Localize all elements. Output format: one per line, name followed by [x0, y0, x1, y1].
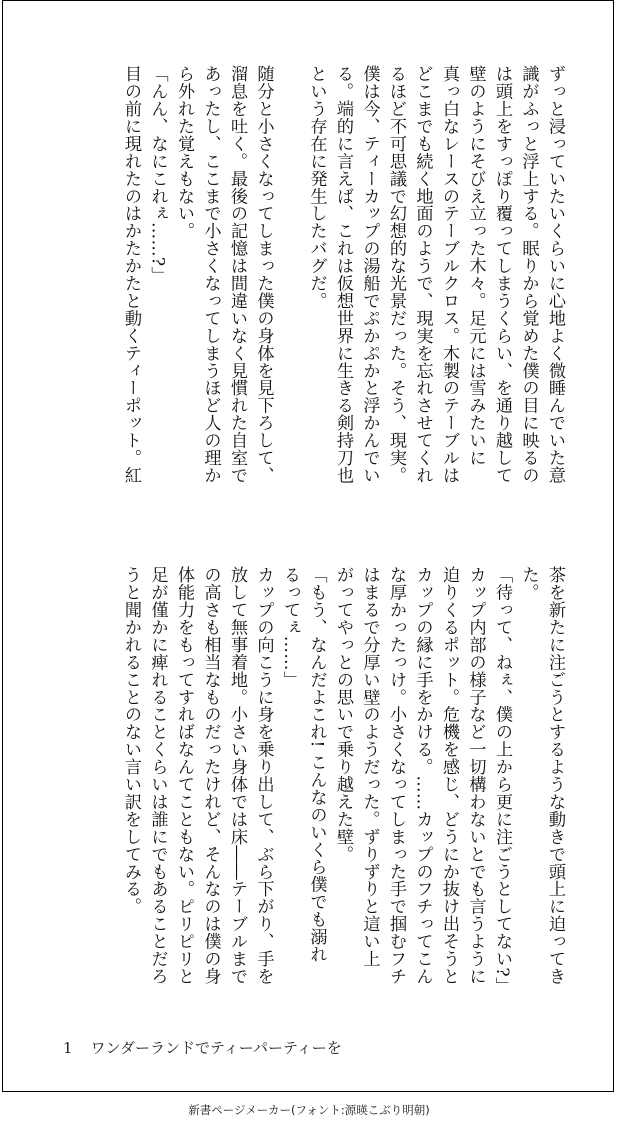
- text-line: 「待って、ねぇ、僕の上から更に注ごうとしてない?」: [492, 566, 512, 995]
- text-line: 「んん、なにこれぇ……?」: [147, 65, 168, 284]
- text-line: カップ内部の様子など一切構わないとでも言うように: [465, 566, 486, 985]
- text-line: は頭上をすっぽり覆ってしまうくらい、を通り越して: [492, 65, 512, 484]
- text-line: た。: [518, 566, 539, 601]
- text-line: るほど不可思議で幻想的な光景だった。そう、現実。: [386, 65, 406, 484]
- text-line: 足が僅かに痺れることくらいは誰にでもあることだろ: [147, 566, 168, 985]
- text-line: 「もう、なんだよこれ! こんなのいくら僕でも溺れ: [306, 566, 327, 963]
- text-line: ずっと浸っていたいくらいに心地よく微睡んでいた意: [545, 65, 565, 484]
- text-line: 識がふっと浮上する。眠りから覚めた僕の目に映るの: [518, 65, 539, 484]
- text-line: という存在に発生したバグだ。: [306, 65, 327, 310]
- text-line: 随分と小さくなってしまった僕の身体を見下ろして、: [253, 65, 274, 484]
- text-line: 体能力をもってすればなんてこともない。ピリピリと: [174, 566, 194, 985]
- text-line: カップの縁に手をかける。……カップのフチってこん: [412, 566, 433, 985]
- text-line: 真っ白なレースのテーブルクロス。木製のテーブルは: [439, 65, 459, 484]
- text-line: あったし、ここまで小さくなってしまうほど人の理か: [200, 65, 221, 484]
- text-line: な厚かったっけ。小さくなってしまった手で掴むフチ: [386, 566, 406, 985]
- text-line: がってやっとの思いで乗り越えた壁。: [333, 566, 353, 863]
- text-line: うと聞かれることのない言い訳をしてみる。: [121, 566, 141, 915]
- page-number: 1: [63, 1039, 73, 1057]
- text-line: [277, 65, 304, 517]
- text-line: 迫りくるポット。危機を感じ、どうにか抜け出そうと: [439, 566, 459, 985]
- maker-caption: 新書ページメーカー(フォント:源暎こぶり明朝): [188, 1103, 430, 1117]
- text-line: 目の前に現れたのはかたかたと動くティーポット。紅: [121, 65, 141, 484]
- text-line: 放して無事着地。小さい身体では床――テーブルまで: [227, 566, 247, 985]
- text-line: どこまでも続く地面のようで、現実を忘れさせてくれ: [412, 65, 433, 484]
- text-line: 溜息を吐く。最後の記憶は間違いなく見慣れた自室で: [227, 65, 247, 484]
- page-frame: [2, 0, 614, 1092]
- text-line: 壁のようにそびえ立った木々。足元には雪みたいに: [465, 65, 486, 467]
- upper-text-block: [118, 65, 569, 517]
- text-line: 茶を新たに注ごうとするような動きで頭上に迫ってき: [545, 566, 565, 985]
- text-line: ら外れた覚えもない。: [174, 65, 194, 240]
- text-line: る。端的に言えば、これは仮想世界に生きる剣持刀也: [333, 65, 353, 484]
- text-line: の高さも相当なものだったけれど、そんなのは僕の身: [200, 566, 221, 985]
- text-line: はまるで分厚い壁のようだった。ずりずりと這い上: [359, 566, 380, 968]
- text-line: るってぇ……」: [280, 566, 300, 689]
- section-title: ワンダーランドでティーパーティーを: [90, 1039, 342, 1057]
- text-line: カップの向こうに身を乗り出して、ぶら下がり、手を: [253, 566, 274, 985]
- text-line: 僕は今、ティーカップの湯船でぷかぷかと浮かんでい: [359, 65, 380, 484]
- page-footer: [63, 1037, 342, 1058]
- lower-text-block: [118, 566, 569, 1018]
